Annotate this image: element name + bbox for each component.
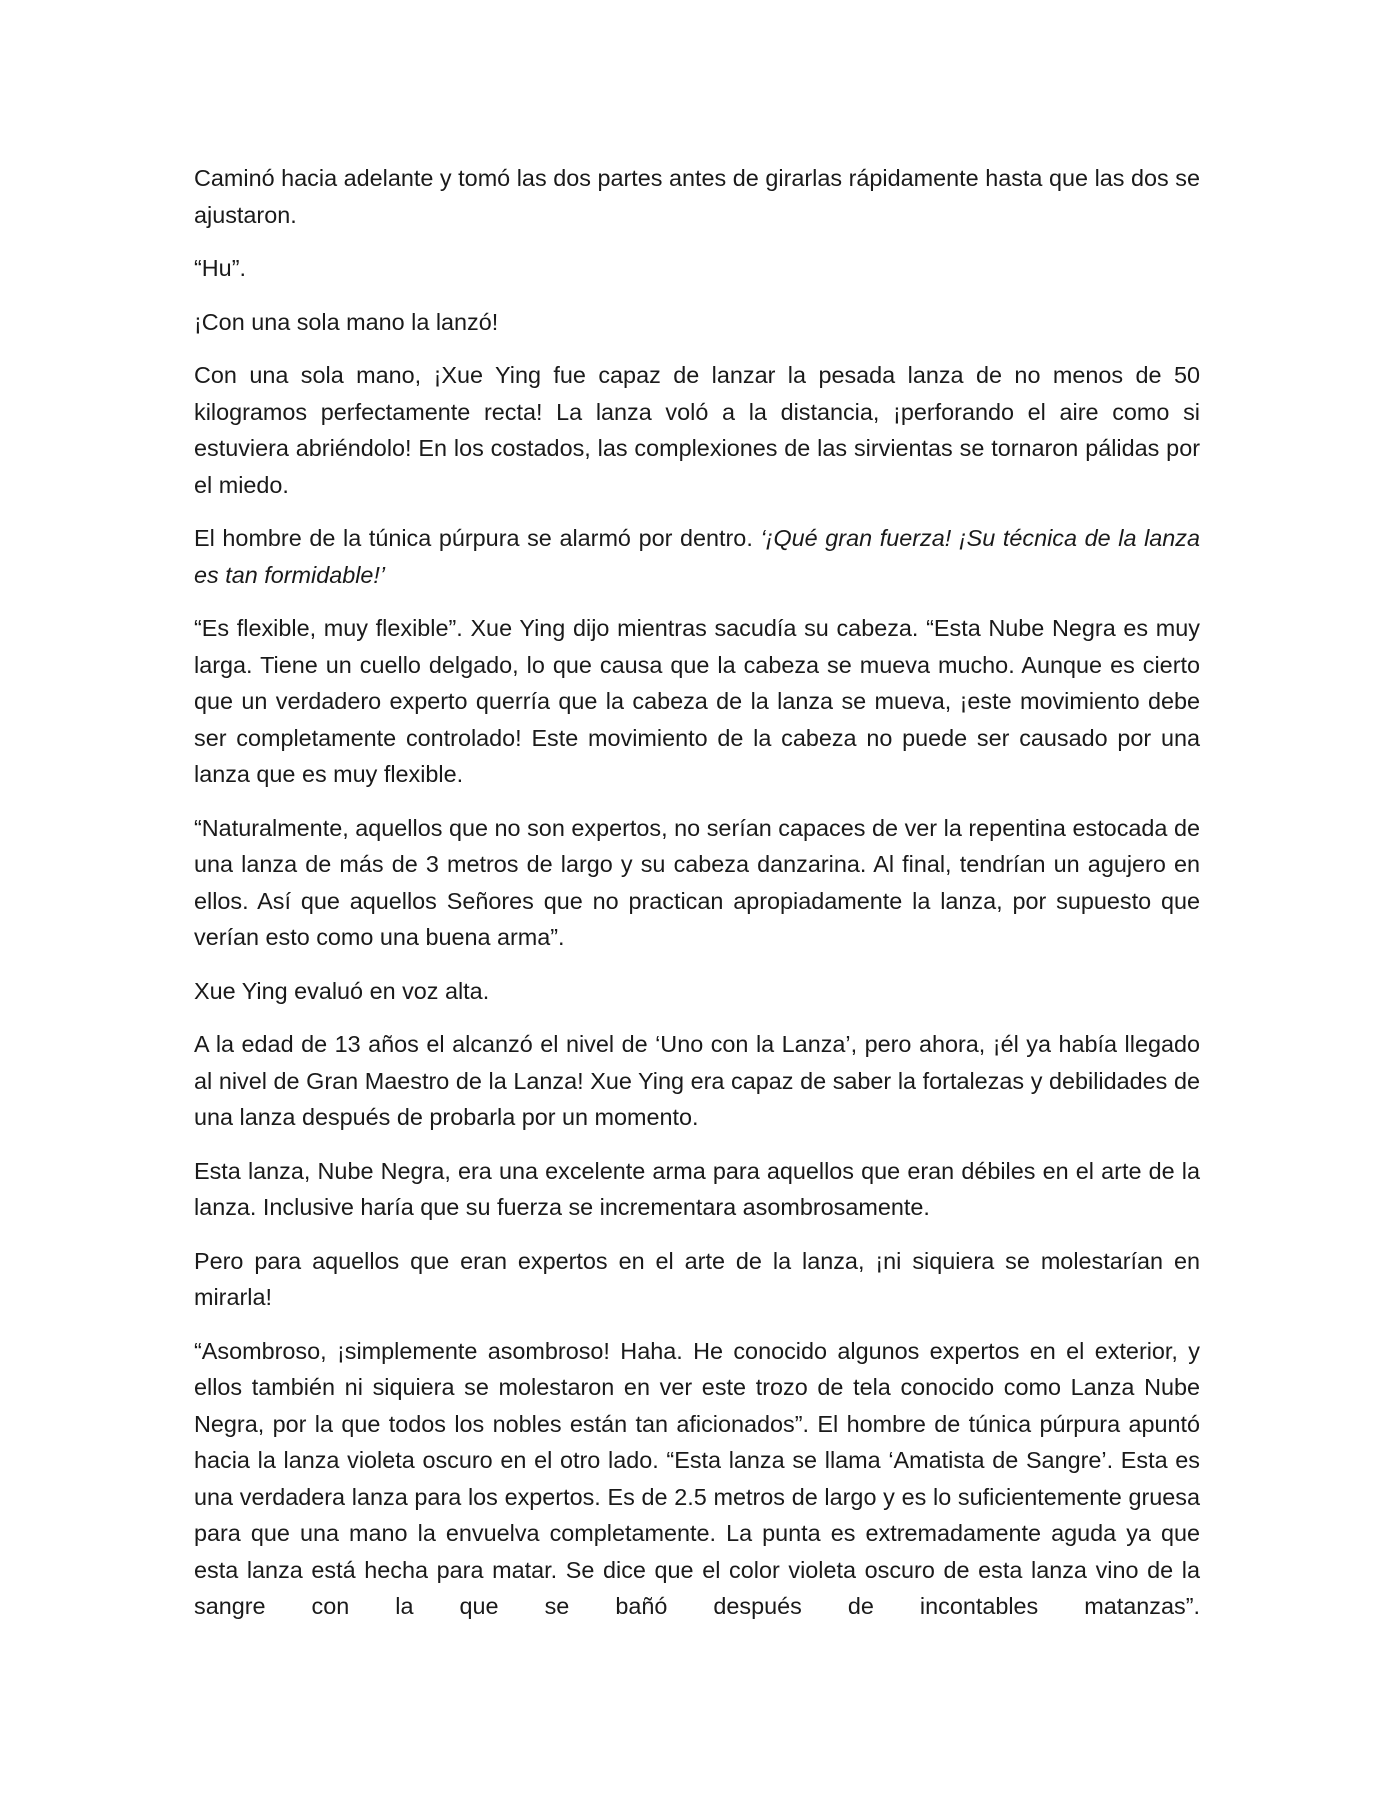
paragraph-7: “Naturalmente, aquellos que no son expertos, no serían capaces de ver la repentina estocada de una lanza de más de 3 metros de largo y su cabeza danzarina. Al final, tendrían un agujero en ellos. Así que aquellos Señores que no practican apropiadamente la lanza, por supuesto que verían esto como una buena arma”.: [194, 814, 1200, 950]
paragraph-5-narration: El hombre de la túnica púrpura se alarmó por dentro.: [194, 525, 761, 551]
paragraph-5: [194, 520, 1200, 593]
document-page: [194, 160, 1200, 1642]
paragraph-5-thought: ‘¡Qué gran fuerza! ¡Su técnica de la lanza es tan formidable!’: [194, 525, 1200, 588]
paragraph-6: “Es flexible, muy flexible”. Xue Ying dijo mientras sacudía su cabeza. “Esta Nube Negra es muy larga. Tiene un cuello delgado, lo que causa que la cabeza se mueva mucho. Aunque es cierto que un verdadero experto querría que la cabeza de la lanza se mueva, ¡este movimiento debe ser completamente controlado! Este movimiento de la cabeza no puede ser causado por una lanza que es muy flexible.: [194, 615, 1200, 787]
paragraph-8: Xue Ying evaluó en voz alta.: [194, 977, 490, 1004]
paragraph-9: A la edad de 13 años el alcanzó el nivel de ‘Uno con la Lanza’, pero ahora, ¡él ya había llegado al nivel de Gran Maestro de la Lanza! Xue Ying era capaz de saber la fortalezas y debilidades de una lanza después de probarla por un momento.: [194, 1031, 1200, 1130]
paragraph-1: Caminó hacia adelante y tomó las dos partes antes de girarlas rápidamente hasta que las dos se ajustaron.: [194, 165, 1200, 228]
paragraph-4: Con una sola mano, ¡Xue Ying fue capaz de lanzar la pesada lanza de no menos de 50 kilogramos perfectamente recta! La lanza voló a la distancia, ¡perforando el aire como si estuviera abriéndolo! En los costados, las complexiones de las sirvientas se tornaron pálidas por el miedo.: [194, 362, 1200, 498]
paragraph-10: Esta lanza, Nube Negra, era una excelente arma para aquellos que eran débiles en el arte de la lanza. Inclusive haría que su fuerza se incrementara asombrosamente.: [194, 1157, 1200, 1220]
paragraph-2: “Hu”.: [194, 255, 246, 281]
paragraph-11: Pero para aquellos que eran expertos en el arte de la lanza, ¡ni siquiera se molestarían en mirarla!: [194, 1247, 1200, 1310]
paragraph-3: ¡Con una sola mano la lanzó!: [194, 308, 499, 335]
paragraph-12: “Asombroso, ¡simplemente asombroso! Haha. He conocido algunos expertos en el exterior, y ellos también ni siquiera se molestaron en ver este trozo de tela conocido como Lanza Nube Negra, por la que todos los nobles están tan aficionados”. El hombre de túnica púrpura apuntó hacia la lanza violeta oscuro en el otro lado. “Esta lanza se llama ‘Amatista de Sangre’. Esta es una verdadera lanza para los expertos. Es de 2.5 metros de largo y es lo suficientemente gruesa para que una mano la envuelva completamente. La punta es extremadamente aguda ya que esta lanza está hecha para matar. Se dice que el color violeta oscuro de esta lanza vino de la sangre con la que se bañó después de incontables matanzas”.: [194, 1337, 1200, 1619]
